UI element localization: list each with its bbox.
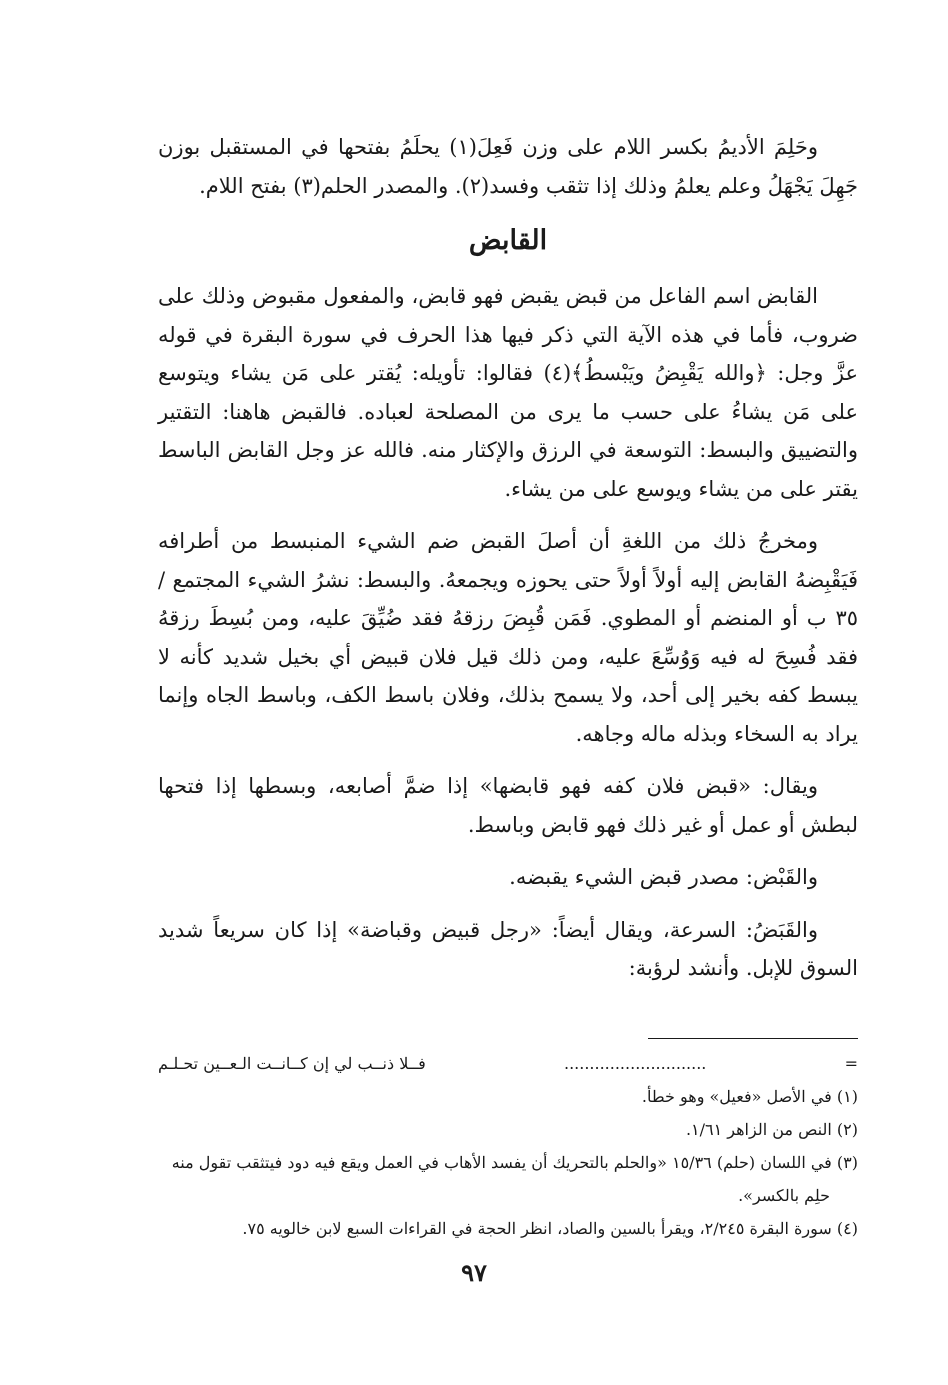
paragraph-4: والقَبْض: مصدر قبض الشيء يقبضه.: [509, 865, 818, 889]
paragraph-3: ويقال: «قبض فلان كفه فهو قابضها» إذا ضمَّ أصابعه، وبسطها إذا فتحها لبطش أو عمل أو غير ذلك فهو قابض وباسط.: [158, 774, 858, 837]
page-number: ٩٧: [461, 1258, 487, 1287]
footnote-divider: [648, 1038, 858, 1039]
verse-marker: =: [844, 1054, 858, 1073]
main-text: [158, 128, 858, 1002]
footnotes: [158, 1038, 858, 1245]
paragraph-1: القابض اسم الفاعل من قبض يقبض فهو قابض، والمفعول مقبوض وذلك على ضروب، فأما في هذه الآية التي ذكر فيها هذا الحرف في سورة البقرة في قوله عزَّ وجل: ﴿والله يَقْبِضُ ويَبْسطُ﴾(٤) فقالوا: تأويله: يُقتر على مَن يشاء ويتوسع على مَن يشاءُ على حسب ما يرى من المصلحة لعباده. فالقبض هاهنا: التقتير والتضييق والبسط: التوسعة في الرزق والإكثار منه. فالله عز وجل القابض الباسط يقتر على من يشاء ويوسع على من يشاء.: [158, 284, 858, 501]
section-heading: القابض: [468, 225, 548, 256]
paragraph-intro: وحَلِمَ الأديمُ بكسر اللام على وزن فَعِلَ(١) يحلَمُ بفتحها في المستقبل بوزن جَهِلَ يَجْهَلُ وعلم يعلمُ وذلك إذا تثقب وفسد(٢). والمصدر الحلم(٣) بفتح اللام.: [158, 135, 858, 198]
footnote-3: (٣) في اللسان (حلم) ١٥/٣٦ «والحلم بالتحريك أن يفسد الأهاب في العمل ويقع فيه دود فيتثقب تقول منه حلِم بالكسر».: [171, 1153, 858, 1205]
verse-text: فــلا ذنــب لي إن كــانــت الـعــين تحـلـم: [158, 1054, 426, 1073]
paragraph-5: والقَبَضُ: السرعة، ويقال أيضاً: «رجل قبيض وقباضة» إذا كان سريعاً شديد السوق للإبل. وأنشد لرؤبة:: [158, 917, 858, 980]
footnote-1: (١) في الأصل «فعيل» وهو خطأ.: [641, 1087, 858, 1106]
footnote-4: (٤) سورة البقرة ٢/٢٤٥، ويقرأ بالسين والصاد، انظر الحجة في القراءات السبع لابن خالويه ٧٥.: [242, 1219, 858, 1238]
paragraph-2: ومخرجُ ذلك من اللغةِ أن أصلَ القبض ضم الشيء المنبسط من أطرافه فَيَقْبِضهُ القابض إليه أولاً أولاً حتى يحوزه ويجمعهُ. والبسط: نشرُ الشيء المجتمع /٣٥ ب أو المنضم أو المطوي. فَمَن قُبِضَ رزقهُ فقد ضُيِّقَ عليه، ومن بُسِطَ رزقهُ فقد فُسِحَ له فيه وَوُسِّعَ عليه، ومن ذلك قيل فلان قبيض أي بخيل شديد كأنه لا يبسط كفه بخير إلى أحد، ولا يسمح بذلك، وفلان باسط الكف، وباسط الجاه وإنما يراد به السخاء وبذله ماله وجاهه.: [158, 529, 858, 746]
footnote-2: (٢) النص من الزاهر ١/٦١.: [685, 1120, 858, 1139]
verse-dots: ............................: [563, 1054, 707, 1073]
footnote-verse-line: [158, 1047, 858, 1080]
